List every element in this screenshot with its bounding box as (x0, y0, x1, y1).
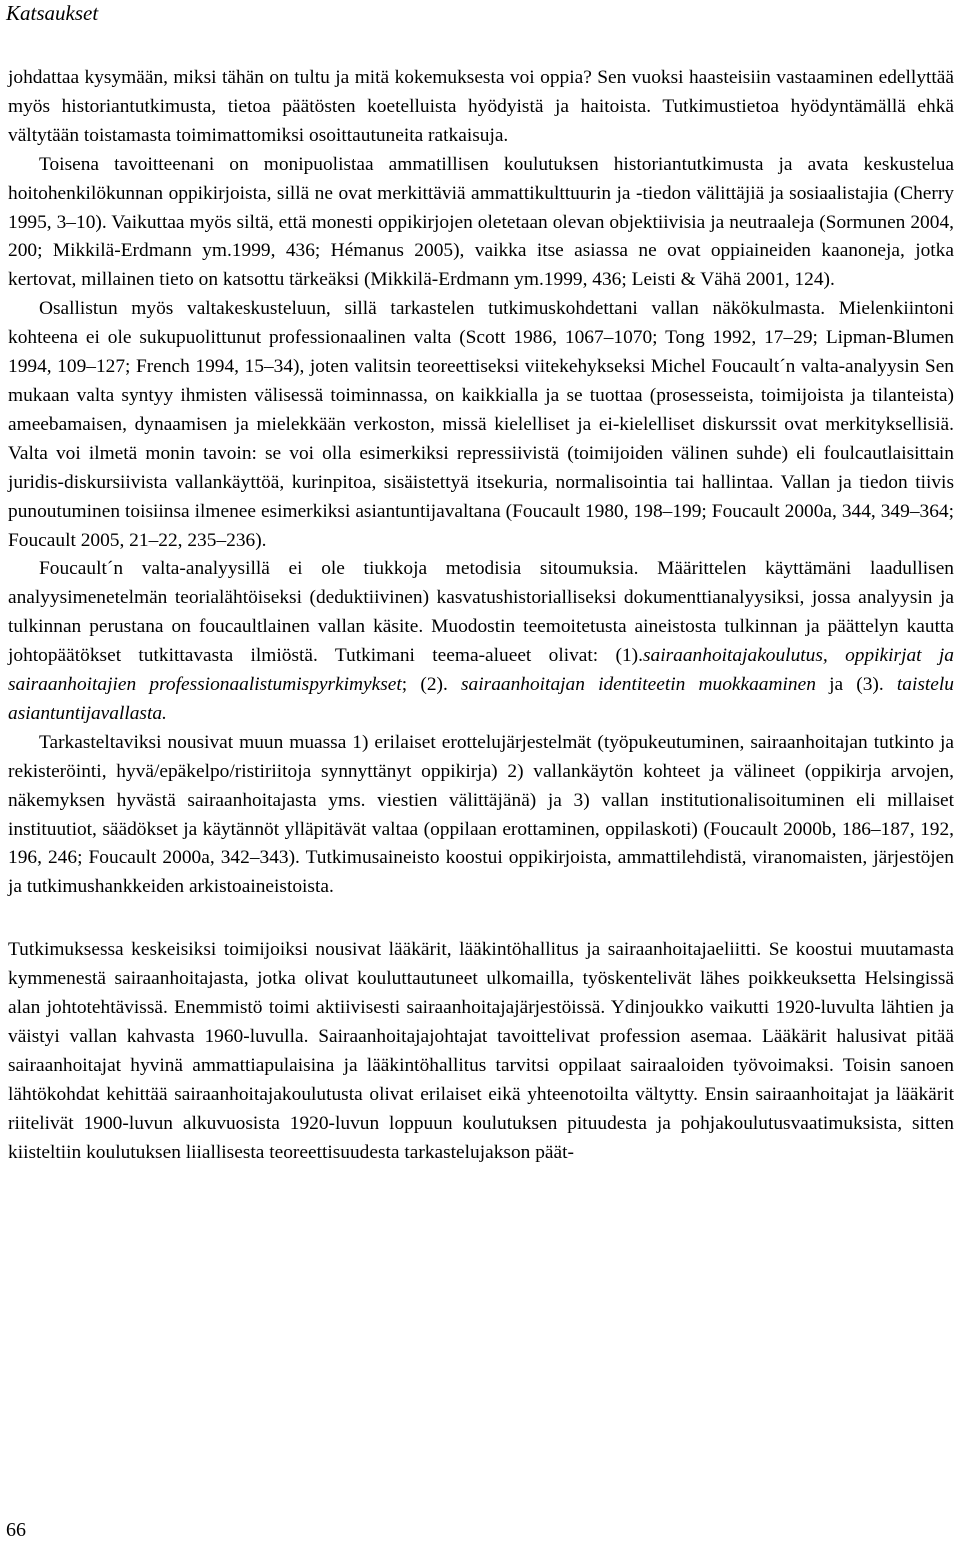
paragraph-4 (8, 555, 954, 728)
paragraph-3: Osallistun myös valtakeskusteluun, sillä tarkastelen tutkimuskohdettani vallan näkökulmasta. Mielenkiintoni kohteena ei ole sukupuolittunut professionaalinen valta (Scott 1986, 1067–1070; Tong 1992, 17–29; Lipman-Blumen 1994, 109–127; French 1994, 15–34), joten valitsin teoreettiseksi viitekehykseksi Michel Foucault´n valta-analyysin Sen mukaan valta syntyy ihmisten välisessä toiminnassa, on kaikkialla ja se tuottaa (prosesseista, toimijoista ja tilanteista) ameebamaisen, dynaamisen ja mielekkään verkoston, missä kielelliset ja ei-kielelliset diskurssit ovat merkityksellisiä. Valta voi ilmetä monin tavoin: se voi olla esimerkiksi repressiivistä (toimijoiden välinen suhde) eli foulcautlaisittain juridis-diskursiivista vallankäyttöä, kurinpitoa, sisäistettyä itsekuria, normalisointia tai hallintaa. Vallan ja tiedon tiivis punoutuminen toisiinsa ilmenee esimerkiksi asiantuntijavaltana (Foucault 1980, 198–199; Foucault 2000a, 344, 349–364; Foucault 2005, 21–22, 235–236). (8, 298, 954, 551)
paragraph-5: Tarkasteltaviksi nousivat muun muassa 1) erilaiset erottelujärjestelmät (työpukeutuminen, sairaanhoitajan tutkinto ja rekisteröinti, hyvä/epäkelpo/ristiriitoja synnyttänyt oppikirja) 2) vallankäytön kohteet ja välineet (oppikirja arvojen, näkemyksen hyvästä sairaanhoitajasta yms. viestien välittäjänä) ja 3) vallan institutionalisoituminen eli millaiset instituutiot, säädökset ja käytännöt ylläpitävät valtaa (oppilaan erottaminen, oppilaskoti) (Foucault 2000b, 186–187, 192, 196, 246; Foucault 2000a, 342–343). Tutkimusaineisto koostui oppikirjoista, ammattilehdistä, viranomaisten, järjestöjen ja tutkimushankkeiden arkistoaineistoista. (8, 731, 954, 898)
paragraph-4-text-3: ja (3). (815, 674, 897, 696)
theme-3-italic: taistelu asiantuntijavallasta. (8, 674, 954, 724)
paragraph-1: johdattaa kysymään, miksi tähän on tultu ja mitä kokemuksesta voi oppia? Sen vuoksi haasteisiin vastaaminen edellyttää myös historiantutkimusta, tietoa päätösten koetelluista hyödyistä ja haitoista. Tutkimustietoa hyödyntämällä ehkä vältytään toistamasta toimimattomiksi osoittautuneita ratkaisuja. (8, 67, 954, 146)
paragraph-2: Toisena tavoitteenani on monipuolistaa ammatillisen koulutuksen historiantutkimusta ja avata keskustelua hoitohenkilökunnan oppikirjoista, sillä ne ovat merkittäviä ammattikulttuurin ja -tiedon välittäjiä ja sosiaalistajia (Cherry 1995, 3–10). Vaikuttaa myös siltä, että monesti oppikirjojen oletetaan olevan objektiivisia ja neutraaleja (Sormunen 2004, 200; Mikkilä-Erdmann ym.1999, 436; Hémanus 2005), vaikka itse asiassa ne ovat oppiaineiden kaanoneja, jotka kertovat, millainen tieto on katsottu tärkeäksi (Mikkilä-Erdmann ym.1999, 436; Leisti & Vähä 2001, 124). (8, 153, 954, 291)
running-header: Katsaukset (6, 1, 99, 25)
theme-1-italic: sairaanhoitajakoulutus, oppikirjat ja sairaanhoitajien professionaalistumispyrkimykset (8, 645, 954, 696)
article-body (8, 64, 954, 1168)
paragraph-6: Tutkimuksessa keskeisiksi toimijoiksi nousivat lääkärit, lääkintöhallitus ja sairaanhoitajaeliitti. Se koostui muutamasta kymmenestä sairaanhoitajasta, jotka olivat kouluttautuneet ulkomailla, työskentelivät lähes poikkeuksetta Helsingissä alan johtotehtävissä. Enemmistö toimi aktiivisesti sairaanhoitajajärjestöissä. Ydinjoukko vaikutti 1920-luvulta lähtien ja väistyi vallan kahvasta 1960-luvulla. Sairaanhoitajajohtajat tavoittelivat profession asemaa. Lääkärit halusivat pitää sairaanhoitajat hyvinä ammattiapulaisina ja lääkintöhallitus tarvitsi oppilaat sairaaloiden työvoimaksi. Toisin sanoen lähtökohdat kehittää sairaanhoitajakoulutusta olivat erilaiset eikä yhteenotoilta vältytty. Ensin sairaanhoitajat ja lääkärit riitelivät 1900-luvun alkuvuosista 1920-luvun loppuun koulutuksen pituudesta ja pohjakoulutusvaatimuksista, sitten kiisteltiin koulutuksen liiallisesta teoreettisuudesta tarkastelujakson päät- (8, 939, 954, 1163)
paragraph-4-text-2: ; (2). (401, 674, 462, 696)
page-number: 66 (6, 1519, 26, 1541)
theme-2-italic: sairaanhoitajan identiteetin muokkaaminen (461, 674, 816, 696)
paragraph-4-text-1: Foucault´n valta-analyysillä ei ole tiukkoja metodisia sitoumuksia. Määrittelen käyttämäni laadullisen analyysimenetelmän teorialähtöiseksi (deduktiivinen) kasvatushistorialliseksi dokumenttianalyysiksi, jossa analyysin ja tulkinnan perustana on foucaultlainen vallan käsite. Muodostin teemoitetusta aineistosta tulkinnan ja päättelyn kautta johtopäätökset tutkittavasta ilmiöstä. Tutkimani teema-alueet olivat: (1). (8, 558, 954, 667)
